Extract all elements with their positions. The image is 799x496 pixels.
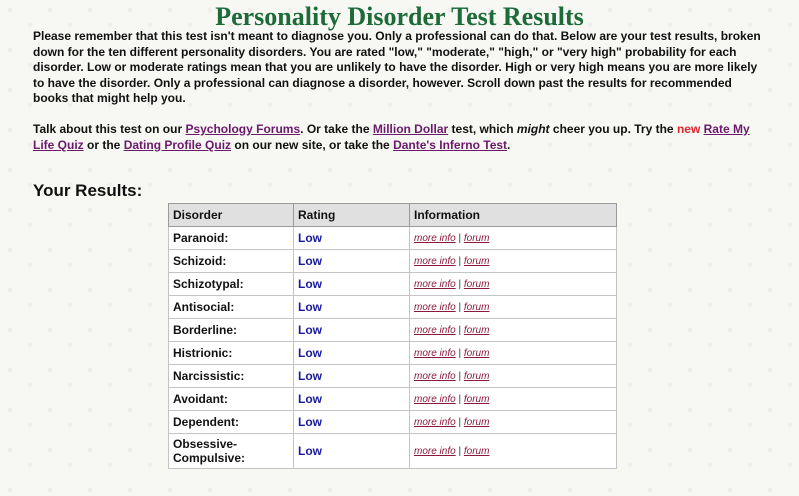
forum-link[interactable]: forum	[463, 416, 490, 428]
forum-link[interactable]: forum	[463, 393, 490, 405]
rating-value: Low	[294, 388, 410, 411]
info-cell	[410, 434, 617, 469]
page-title: Personality Disorder Test Results	[215, 2, 584, 31]
results-heading: Your Results:	[33, 181, 143, 200]
forum-link[interactable]: forum	[463, 301, 490, 313]
header-rating: Rating	[294, 204, 410, 227]
more-info-link[interactable]: more info	[414, 324, 456, 336]
more-info-link[interactable]: more info	[414, 232, 456, 244]
disorder-name: Borderline:	[169, 319, 294, 342]
more-info-link[interactable]: more info	[414, 301, 456, 313]
forum-link[interactable]: forum	[463, 370, 490, 382]
dating-profile-link[interactable]: Dating Profile Quiz	[123, 137, 232, 152]
disorder-name: Antisocial:	[169, 296, 294, 319]
info-cell	[410, 273, 617, 296]
forum-link[interactable]: forum	[463, 255, 490, 267]
disorder-name: Obsessive-Compulsive:	[169, 434, 294, 469]
rating-value: Low	[294, 342, 410, 365]
link-separator: |	[458, 445, 462, 457]
info-cell	[410, 365, 617, 388]
info-cell	[410, 342, 617, 365]
link-separator: |	[458, 416, 462, 428]
rate-my-life-link[interactable]: Rate My Life Quiz	[33, 122, 750, 152]
info-cell	[410, 388, 617, 411]
rating-value: Low	[294, 250, 410, 273]
info-cell	[410, 411, 617, 434]
table-row	[169, 319, 617, 342]
disorder-name: Narcissistic:	[169, 365, 294, 388]
rating-value: Low	[294, 319, 410, 342]
disorder-name: Schizoid:	[169, 250, 294, 273]
more-info-link[interactable]: more info	[414, 416, 456, 428]
link-separator: |	[458, 370, 462, 382]
forum-link[interactable]: forum	[463, 278, 490, 290]
results-table	[168, 203, 617, 469]
rating-value: Low	[294, 273, 410, 296]
more-info-link[interactable]: more info	[414, 393, 456, 405]
link-separator: |	[458, 301, 462, 313]
psychology-forums-link[interactable]: Psychology Forums	[185, 122, 301, 136]
more-info-link[interactable]: more info	[414, 255, 456, 267]
forum-link[interactable]: forum	[463, 445, 490, 457]
new-label: new	[676, 122, 701, 136]
link-separator: |	[458, 255, 462, 267]
forum-link[interactable]: forum	[463, 347, 490, 359]
table-row	[169, 227, 617, 250]
link-separator: |	[458, 347, 462, 359]
more-info-link[interactable]: more info	[414, 370, 456, 382]
disorder-name: Paranoid:	[169, 227, 294, 250]
info-cell	[410, 250, 617, 273]
rating-value: Low	[294, 434, 410, 469]
header-disorder: Disorder	[169, 204, 294, 227]
talk-text: . Or take the	[300, 122, 373, 136]
table-row	[169, 296, 617, 319]
forum-link[interactable]: forum	[463, 232, 490, 244]
links-paragraph	[33, 122, 763, 153]
more-info-link[interactable]: more info	[414, 347, 456, 359]
intro-paragraph: Please remember that this test isn't meant to diagnose you. Only a professional can do that. Below are your test results, broken down for the ten different personality disorders. You are rated "low," "moderate," "high," or "very high" probability for each disorder. Low or moderate ratings mean that you are unlikely to have the disorder. High or very high means you are more likely to have the disorder. Only a professional can diagnose a disorder, however. Scroll down past the results for recommended books that might help you.	[33, 29, 761, 106]
link-separator: |	[458, 278, 462, 290]
table-row	[169, 365, 617, 388]
link-separator: |	[458, 232, 462, 244]
info-cell	[410, 319, 617, 342]
dantes-inferno-link[interactable]: Dante's Inferno Test	[393, 137, 508, 152]
talk-text: on our new site, or take the	[231, 137, 394, 152]
talk-text: cheer you up. Try the	[549, 122, 677, 136]
disorder-name: Avoidant:	[169, 388, 294, 411]
table-row	[169, 342, 617, 365]
rating-value: Low	[294, 296, 410, 319]
rating-value: Low	[294, 227, 410, 250]
disorder-name: Schizotypal:	[169, 273, 294, 296]
table-header-row	[169, 204, 617, 227]
info-cell	[410, 227, 617, 250]
talk-text: Talk about this test on our	[33, 122, 186, 136]
more-info-link[interactable]: more info	[414, 445, 456, 457]
million-dollar-link[interactable]: Million Dollar	[372, 122, 449, 136]
table-row	[169, 434, 617, 469]
table-row	[169, 411, 617, 434]
rating-value: Low	[294, 411, 410, 434]
info-cell	[410, 296, 617, 319]
talk-text: test, which	[448, 122, 517, 136]
table-row	[169, 273, 617, 296]
talk-text: or the	[83, 137, 124, 152]
might-text: might	[516, 122, 550, 136]
rating-value: Low	[294, 365, 410, 388]
table-row	[169, 388, 617, 411]
more-info-link[interactable]: more info	[414, 278, 456, 290]
link-separator: |	[458, 393, 462, 405]
link-separator: |	[458, 324, 462, 336]
header-information: Information	[410, 204, 617, 227]
table-row	[169, 250, 617, 273]
talk-text: .	[507, 137, 511, 152]
forum-link[interactable]: forum	[463, 324, 490, 336]
disorder-name: Dependent:	[169, 411, 294, 434]
disorder-name: Histrionic:	[169, 342, 294, 365]
